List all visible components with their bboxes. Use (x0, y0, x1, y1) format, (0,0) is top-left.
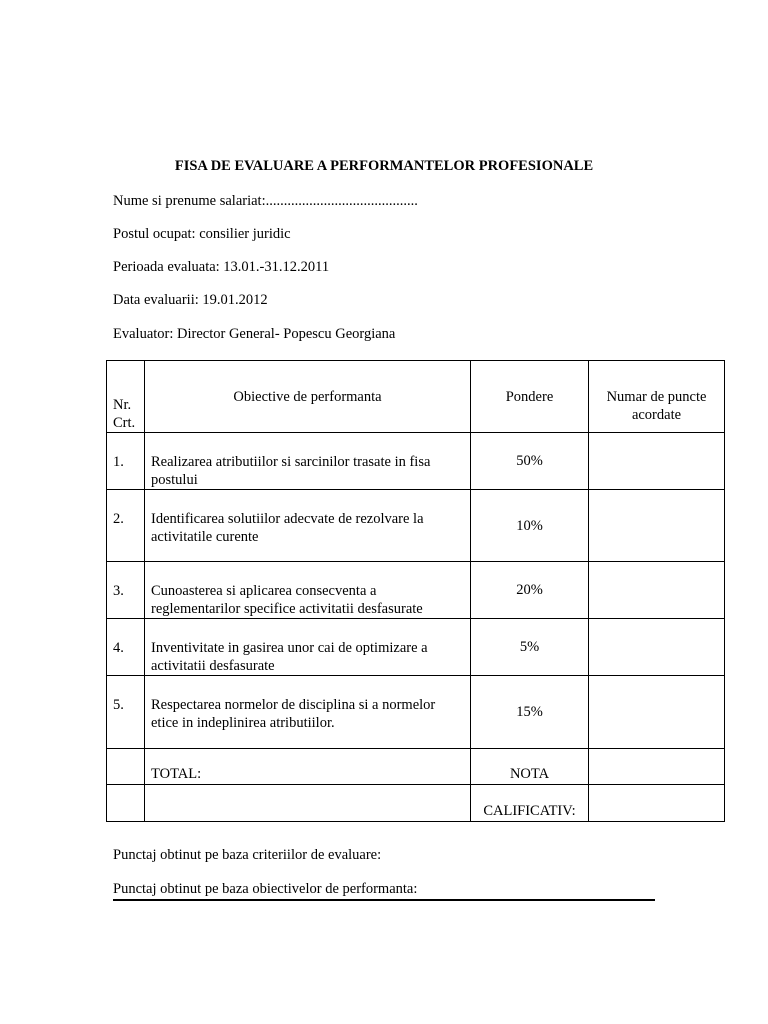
table-row (107, 490, 725, 562)
table-row (107, 562, 725, 619)
employee-name-field: Nume si prenume salariat:.......................................... (113, 193, 418, 209)
header-objectives: Obiective de performanta (145, 361, 471, 433)
evaluation-date-field: Data evaluarii: 19.01.2012 (113, 292, 268, 308)
calificativ-value-cell[interactable] (589, 785, 725, 822)
signature-rule (113, 899, 655, 901)
header-nr-line1: Nr. (113, 397, 132, 413)
document-title: FISA DE EVALUARE A PERFORMANTELOR PROFESIONALE (174, 158, 594, 174)
row-points-cell[interactable] (589, 619, 725, 676)
row-points-cell[interactable] (589, 562, 725, 619)
total-nr-cell (107, 749, 145, 785)
nota-value-cell[interactable] (589, 749, 725, 785)
table-header-row (107, 361, 725, 433)
calificativ-nr-cell (107, 785, 145, 822)
table-row (107, 433, 725, 490)
header-nr-line2: Crt. (113, 415, 136, 431)
evaluator-field: Evaluator: Director General- Popescu Georgiana (113, 326, 396, 342)
row-points-cell[interactable] (589, 676, 725, 749)
row-nr: 4. (107, 619, 145, 676)
row-objective: Cunoasterea si aplicarea consecventa a reglementarilor specifice activitatii desfasurate (145, 562, 471, 619)
row-weight: 10% (471, 490, 589, 562)
objectives-score-line: Punctaj obtinut pe baza obiectivelor de performanta: (113, 881, 418, 897)
nota-label: NOTA (471, 749, 589, 785)
row-objective: Inventivitate in gasirea unor cai de optimizare a activitatii desfasurate (145, 619, 471, 676)
row-weight: 20% (471, 562, 589, 619)
row-objective: Realizarea atributiilor si sarcinilor trasate in fisa postului (145, 433, 471, 490)
header-points (589, 361, 725, 433)
row-weight: 5% (471, 619, 589, 676)
row-points-cell[interactable] (589, 433, 725, 490)
calificativ-empty-cell (145, 785, 471, 822)
position-field: Postul ocupat: consilier juridic (113, 226, 291, 242)
row-weight: 15% (471, 676, 589, 749)
criteria-score-line: Punctaj obtinut pe baza criteriilor de evaluare: (113, 847, 382, 863)
header-nr (107, 361, 145, 433)
header-weight: Pondere (471, 361, 589, 433)
row-points-cell[interactable] (589, 490, 725, 562)
row-weight: 50% (471, 433, 589, 490)
row-nr: 5. (107, 676, 145, 749)
table-row (107, 619, 725, 676)
table-row (107, 676, 725, 749)
header-points-line1: Numar de puncte (606, 389, 707, 405)
total-row (107, 749, 725, 785)
row-nr: 1. (107, 433, 145, 490)
row-objective: Respectarea normelor de disciplina si a normelor etice in indeplinirea atributiilor. (145, 676, 471, 749)
calificativ-row (107, 785, 725, 822)
evaluation-period-field: Perioada evaluata: 13.01.-31.12.2011 (113, 259, 330, 275)
header-points-line2: acordate (631, 407, 682, 423)
row-nr: 3. (107, 562, 145, 619)
calificativ-label: CALIFICATIV: (471, 785, 589, 822)
evaluation-table (106, 360, 725, 822)
total-label: TOTAL: (145, 749, 471, 785)
row-nr: 2. (107, 490, 145, 562)
row-objective: Identificarea solutiilor adecvate de rezolvare la activitatile curente (145, 490, 471, 562)
